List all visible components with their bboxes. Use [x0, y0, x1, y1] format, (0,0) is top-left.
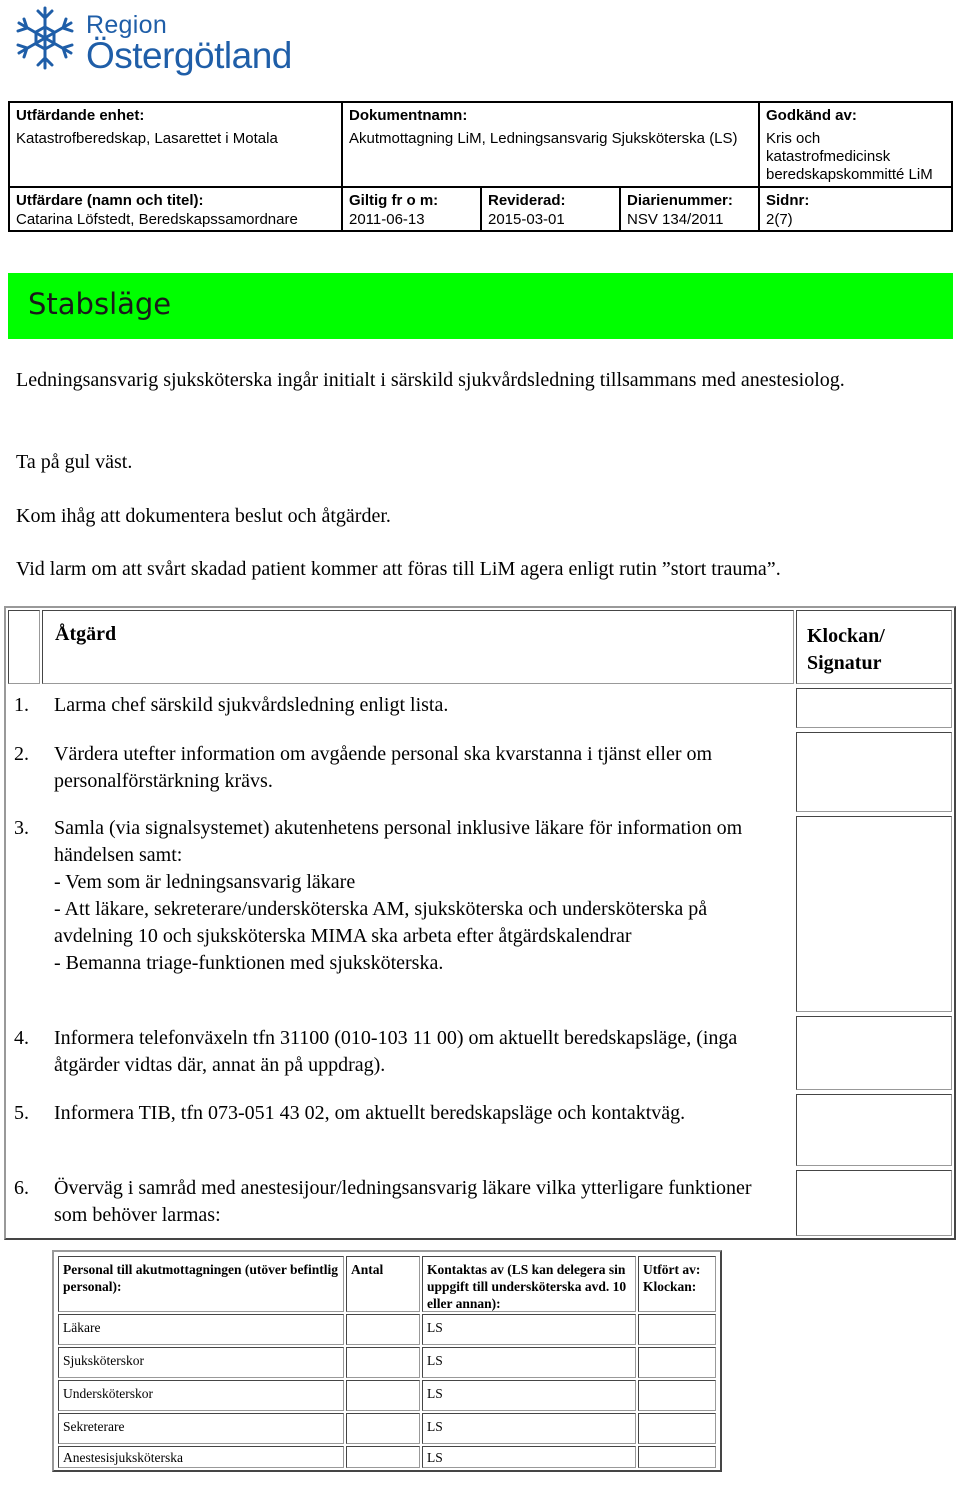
approved-value: Kris och katastrofmedicinsk beredskapskommitté LiM: [766, 130, 933, 183]
personnel-done-4[interactable]: [638, 1413, 716, 1444]
logo-line-2: Östergötland: [86, 35, 292, 76]
personnel-header-contact: Kontaktas av (LS kan delegera sin uppgift till undersköterska avd. 10 eller annan):: [422, 1256, 636, 1312]
personnel-contact-2: LS: [422, 1347, 636, 1378]
column-header-action: Åtgärd: [55, 623, 117, 645]
personnel-header-done: Utfört av: Klockan:: [638, 1256, 716, 1312]
action-text-1: Larma chef särskild sjukvårdsledning enligt lista.: [54, 694, 449, 716]
diary-value: NSV 134/2011: [627, 211, 724, 228]
region-logo: [12, 5, 312, 77]
personnel-header-role: Personal till akutmottagningen (utöver befintlig personal):: [58, 1256, 344, 1312]
personnel-done-5[interactable]: [638, 1446, 716, 1468]
action-text-3: Samla (via signalsystemet) akutenhetens personal inklusive läkare för information om händelsen samt: - Vem som är ledningsansvarig läkare - Att läkare, sekreterare/undersköterska AM, sjuksköterska och undersköterska på avdelning 10 och sjuksköterska MIMA ska arbeta efter åtgärdskalendrar - Bemanna triage-funktionen med sjuksköterska.: [54, 817, 743, 974]
personnel-count-4[interactable]: [346, 1413, 420, 1444]
sign-cell-2[interactable]: [796, 732, 952, 812]
action-num-6: 6.: [14, 1177, 29, 1199]
action-text-6: Överväg i samråd med anestesijour/ledningsansvarig läkare vilka ytterligare funktioner som behöver larmas:: [54, 1177, 752, 1226]
action-num-4: 4.: [14, 1027, 29, 1049]
personnel-role-3: Undersköterskor: [58, 1380, 344, 1411]
issuer-cell: [10, 103, 341, 152]
personnel-done-2[interactable]: [638, 1347, 716, 1378]
personnel-count-1[interactable]: [346, 1314, 420, 1345]
issuer-label: Utfärdande enhet:: [16, 107, 145, 124]
action-num-5: 5.: [14, 1102, 29, 1124]
page-value: 2(7): [766, 211, 793, 228]
personnel-contact-5: LS: [422, 1446, 636, 1468]
personnel-contact-1: LS: [422, 1314, 636, 1345]
personnel-header-count: Antal: [346, 1256, 420, 1312]
valid-value: 2011-06-13: [349, 211, 425, 228]
valid-label: Giltig fr o m:: [349, 192, 439, 209]
action-text-5: Informera TIB, tfn 073-051 43 02, om aktuellt beredskapsläge och kontaktväg.: [54, 1102, 686, 1124]
document-header-table: [8, 101, 953, 232]
column-header-sign-2: Signatur: [807, 652, 882, 674]
personnel-count-3[interactable]: [346, 1380, 420, 1411]
valid-cell: [343, 188, 480, 233]
personnel-role-5: Anestesisjuksköterska: [58, 1446, 344, 1468]
author-cell: [10, 188, 341, 233]
personnel-done-1[interactable]: [638, 1314, 716, 1345]
action-text-4: Informera telefonväxeln tfn 31100 (010-103 11 00) om aktuellt beredskapsläge, (inga åtgärder vidtas där, annat än på uppdrag).: [54, 1027, 738, 1076]
snowflake-logo-icon: [12, 5, 78, 71]
approved-label: Godkänd av:: [766, 107, 857, 124]
logo-line-1: Region: [86, 11, 168, 39]
personnel-contact-3: LS: [422, 1380, 636, 1411]
personnel-count-2[interactable]: [346, 1347, 420, 1378]
intro-paragraph-2: Ta på gul väst.: [16, 451, 133, 473]
header-sign-cell: [796, 610, 952, 684]
sign-cell-6[interactable]: [796, 1170, 952, 1236]
docname-cell: [343, 103, 758, 152]
revised-label: Reviderad:: [488, 192, 566, 209]
action-num-3: 3.: [14, 817, 29, 839]
action-text-2: Värdera utefter information om avgående personal ska kvarstanna i tjänst eller om personalförstärkning krävs.: [54, 743, 713, 792]
sign-cell-5[interactable]: [796, 1094, 952, 1166]
sign-cell-4[interactable]: [796, 1016, 952, 1090]
personnel-table: [52, 1250, 722, 1472]
diary-label: Diarienummer:: [627, 192, 733, 209]
author-value: Catarina Löfstedt, Beredskapssamordnare: [16, 211, 298, 228]
page-label: Sidnr:: [766, 192, 810, 209]
revised-cell: [482, 188, 619, 233]
docname-label: Dokumentnamn:: [349, 107, 468, 124]
personnel-count-5[interactable]: [346, 1446, 420, 1468]
section-title: Stabsläge: [28, 287, 172, 321]
revised-value: 2015-03-01: [488, 211, 565, 228]
section-banner: [8, 273, 953, 339]
author-label: Utfärdare (namn och titel):: [16, 192, 204, 209]
action-num-2: 2.: [14, 743, 29, 765]
personnel-role-2: Sjuksköterskor: [58, 1347, 344, 1378]
diary-cell: [621, 188, 758, 233]
approved-cell: [760, 103, 951, 188]
action-num-1: 1.: [14, 694, 29, 716]
intro-paragraph-1: Ledningsansvarig sjuksköterska ingår initialt i särskild sjukvårdsledning tillsammans med anestesiolog.: [16, 369, 845, 391]
header-num-cell: [8, 610, 40, 684]
personnel-role-4: Sekreterare: [58, 1413, 344, 1444]
intro-paragraph-4: Vid larm om att svårt skadad patient kommer att föras till LiM agera enligt rutin ”stort trauma”.: [16, 558, 781, 580]
column-header-sign-1: Klockan/: [807, 625, 885, 647]
personnel-role-1: Läkare: [58, 1314, 344, 1345]
intro-paragraph-3: Kom ihåg att dokumentera beslut och åtgärder.: [16, 505, 391, 527]
personnel-done-3[interactable]: [638, 1380, 716, 1411]
header-action-cell: [42, 610, 794, 684]
sign-cell-3[interactable]: [796, 816, 952, 1012]
issuer-value: Katastrofberedskap, Lasarettet i Motala: [16, 130, 278, 147]
page-cell: [760, 188, 951, 233]
personnel-contact-4: LS: [422, 1413, 636, 1444]
docname-value: Akutmottagning LiM, Ledningsansvarig Sjuksköterska (LS): [349, 130, 738, 147]
sign-cell-1[interactable]: [796, 688, 952, 728]
